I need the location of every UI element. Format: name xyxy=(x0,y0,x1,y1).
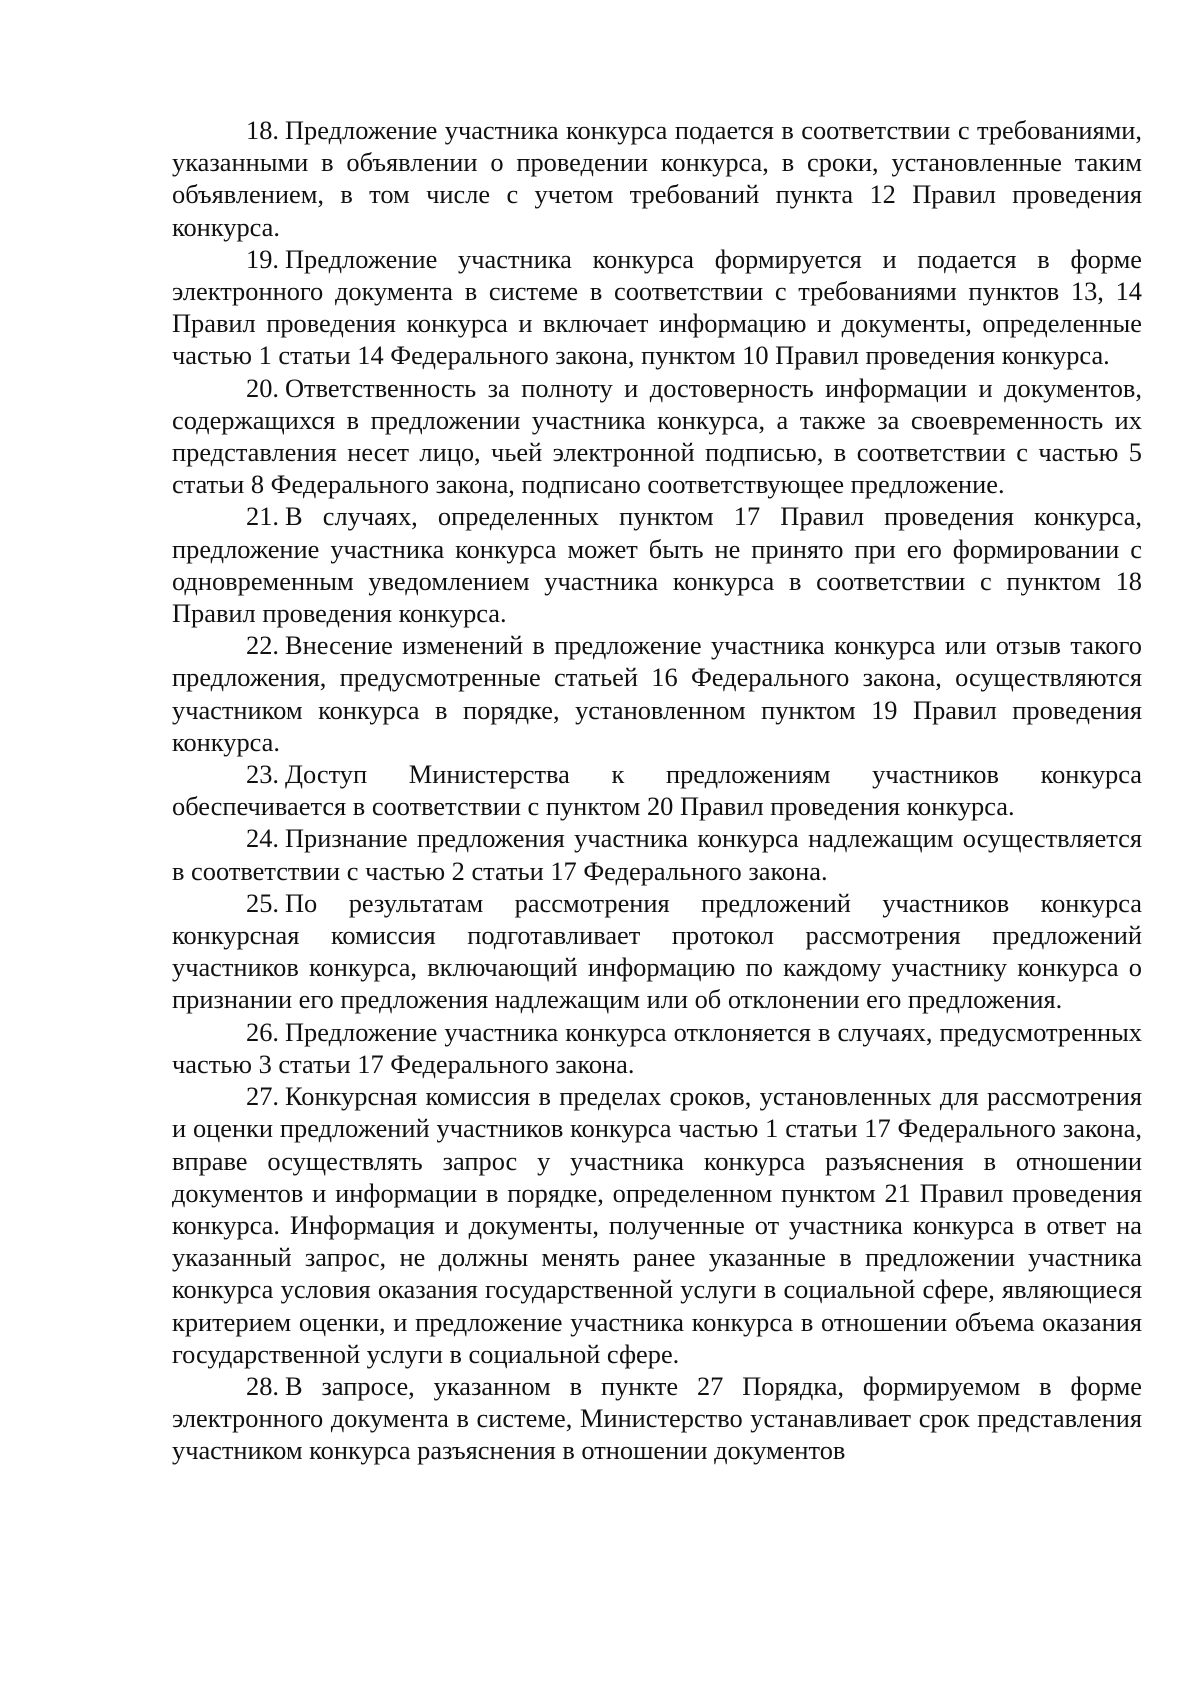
paragraph-19 xyxy=(172,243,1142,372)
paragraph-text: Доступ Министерства к предложениям участников конкурса обеспечивается в соответствии с пунктом 20 Правил проведения конкурса. xyxy=(172,759,1142,822)
paragraph-number: 22. xyxy=(246,630,279,661)
paragraph-text: В случаях, определенных пунктом 17 Правил проведения конкурса, предложение участника конкурса может быть не принято при его формировании с одновременным уведомлением участника конкурса в соответствии с пунктом 18 Правил проведения конкурса. xyxy=(172,501,1142,629)
paragraph-text: По результатам рассмотрения предложений участников конкурса конкурсная комиссия подготавливает протокол рассмотрения предложений участников конкурса, включающий информацию по каждому участнику конкурса о признании его предложения надлежащим или об отклонении его предложения. xyxy=(172,887,1142,1015)
paragraph-21 xyxy=(172,500,1142,629)
paragraph-22 xyxy=(172,629,1142,758)
paragraph-number: 20. xyxy=(246,372,279,403)
paragraph-25 xyxy=(172,887,1142,1016)
paragraph-number: 28. xyxy=(246,1370,279,1401)
paragraph-text: Внесение изменений в предложение участника конкурса или отзыв такого предложения, предусмотренные статьей 16 Федерального закона, осуществляются участником конкурса в порядке, установленном пунктом 19 Правил проведения конкурса. xyxy=(172,630,1142,757)
paragraph-text: Признание предложения участника конкурса надлежащим осуществляется в соответствии с частью 2 статьи 17 Федерального закона. xyxy=(172,823,1142,886)
document-body xyxy=(172,114,1142,1467)
paragraph-text: Предложение участника конкурса подается в соответствии с требованиями, указанными в объявлении о проведении конкурса, в сроки, установленные таким объявлением, в том числе с учетом требований пункта 12 Правил проведения конкурса. xyxy=(172,115,1142,242)
paragraph-number: 23. xyxy=(246,759,279,790)
paragraph-number: 27. xyxy=(246,1081,279,1112)
paragraph-number: 21. xyxy=(246,501,279,532)
paragraph-number: 26. xyxy=(246,1016,279,1047)
paragraph-number: 24. xyxy=(246,823,279,854)
paragraph-text: Предложение участника конкурса отклоняется в случаях, предусмотренных частью 3 статьи 17 Федерального закона. xyxy=(172,1016,1142,1079)
paragraph-text: В запросе, указанном в пункте 27 Порядка, формируемом в форме электронного документа в системе, Министерство устанавливает срок представления участником конкурса разъяснения в отношении документов xyxy=(172,1370,1142,1466)
paragraph-24 xyxy=(172,822,1142,886)
paragraph-23 xyxy=(172,758,1142,822)
paragraph-27 xyxy=(172,1080,1142,1370)
paragraph-number: 25. xyxy=(246,887,279,918)
paragraph-text: Предложение участника конкурса формируется и подается в форме электронного документа в системе в соответствии с требованиями пунктов 13, 14 Правил проведения конкурса и включает информацию и документы, определенные частью 1 статьи 14 Федерального закона, пунктом 10 Правил проведения конкурса. xyxy=(172,243,1142,371)
paragraph-20 xyxy=(172,372,1142,501)
paragraph-number: 19. xyxy=(246,243,279,274)
paragraph-28 xyxy=(172,1370,1142,1467)
paragraph-18 xyxy=(172,114,1142,243)
paragraph-text: Конкурсная комиссия в пределах сроков, установленных для рассмотрения и оценки предложений участников конкурса частью 1 статьи 17 Федерального закона, вправе осуществлять запрос у участника конкурса разъяснения в отношении документов и информации в порядке, определенном пунктом 21 Правил проведения конкурса. Информация и документы, полученные от участника конкурса в ответ на указанный запрос, не должны менять ранее указанные в предложении участника конкурса условия оказания государственной услуги в социальной сфере, являющиеся критерием оценки, и предложение участника конкурса в отношении объема оказания государственной услуги в социальной сфере. xyxy=(172,1081,1142,1369)
paragraph-number: 18. xyxy=(246,115,279,145)
paragraph-text: Ответственность за полноту и достоверность информации и документов, содержащихся в предложении участника конкурса, а также за своевременность их представления несет лицо, чьей электронной подписью, в соответствии с частью 5 статьи 8 Федерального закона, подписано соответствующее предложение. xyxy=(172,372,1142,500)
paragraph-26 xyxy=(172,1016,1142,1080)
